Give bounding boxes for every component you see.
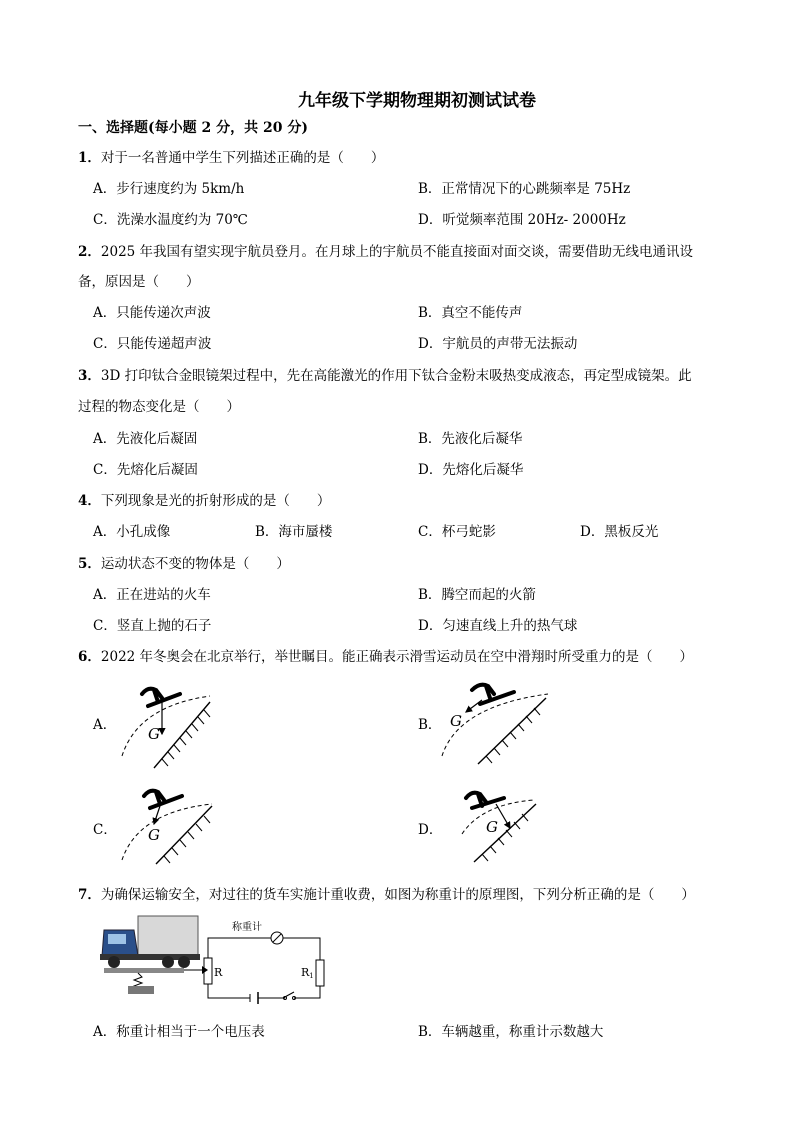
resistor-r1-letter: R (301, 966, 310, 979)
question-number: 5． (78, 556, 101, 572)
option-c: C．只能传递超声波 (93, 336, 212, 352)
question-6 (78, 645, 693, 665)
force-label: G (450, 712, 462, 730)
option-b: B．海市蜃楼 (255, 524, 333, 540)
resistor-r-label: R (214, 966, 223, 979)
question-text: 2022 年冬奥会在北京举行，举世瞩目。能正确表示滑雪运动员在空中滑翔时所受重力的是（ ） (100, 649, 694, 665)
meter-label: 称重计 (232, 922, 262, 933)
option-c: C．竖直上抛的石子 (93, 618, 212, 634)
question-text: 下列现象是光的折射形成的是（ ） (100, 493, 331, 509)
option-c: C．先熔化后凝固 (93, 462, 198, 478)
force-label: G (148, 826, 160, 844)
question-number: 2． (78, 244, 101, 260)
option-c: C．杯弓蛇影 (418, 524, 496, 540)
option-d: D．宇航员的声带无法振动 (418, 336, 578, 352)
option-c: C． (93, 822, 117, 838)
weighing-circuit-diagram (98, 912, 330, 1006)
question-2-line2: 备，原因是（ ） (78, 274, 200, 290)
option-a: A． (93, 717, 117, 733)
question-number: 7． (78, 887, 101, 903)
option-b: B． (418, 717, 442, 733)
option-a: A．只能传递次声波 (93, 305, 211, 321)
option-d: D．听觉频率范围 20Hz- 2000Hz (418, 212, 626, 228)
question-text: 为确保运输安全，对过往的货车实施计重收费，如图为称重计的原理图，下列分析正确的是（ ） (100, 887, 695, 903)
option-a: A．正在进站的火车 (93, 587, 211, 603)
skier-figure-c (118, 782, 238, 867)
option-a: A．步行速度约为 5km/h (93, 181, 245, 197)
question-7 (78, 883, 695, 903)
skier-figure-a (118, 676, 238, 771)
option-b: B．真空不能传声 (418, 305, 523, 321)
resistor-r1-subscript: 1 (309, 972, 314, 980)
option-a: A．称重计相当于一个电压表 (93, 1024, 265, 1040)
question-1 (78, 146, 384, 166)
option-d: D． (418, 822, 443, 838)
truck-image (100, 916, 200, 968)
section-heading: 一、选择题(每小题 2 分，共 20 分) (78, 120, 308, 136)
option-d: D．黑板反光 (580, 524, 659, 540)
option-b: B．车辆越重，称重计示数越大 (418, 1024, 604, 1040)
question-text: 运动状态不变的物体是（ ） (100, 556, 290, 572)
question-5 (78, 552, 290, 572)
skier-figure-d (438, 782, 558, 867)
option-b: B．正常情况下的心跳频率是 75Hz (418, 181, 631, 197)
skier-figure-b (438, 676, 558, 771)
question-text: 3D 打印钛合金眼镜架过程中，先在高能激光的作用下钛合金粉末吸热变成液态，再定型成镜架。此 (100, 368, 692, 384)
question-4 (78, 489, 330, 509)
option-b: B．先液化后凝华 (418, 431, 523, 447)
force-label: G (148, 725, 160, 743)
question-3 (78, 364, 692, 384)
question-text: 对于一名普通中学生下列描述正确的是（ ） (100, 150, 385, 166)
option-a: A．小孔成像 (93, 524, 171, 540)
option-a: A．先液化后凝固 (93, 431, 198, 447)
question-text: 2025 年我国有望实现宇航员登月。在月球上的宇航员不能直接面对面交谈，需要借助无线电通讯设 (100, 244, 694, 260)
question-number: 1． (78, 150, 101, 166)
resistor-r1-label (301, 966, 314, 980)
question-number: 4． (78, 493, 101, 509)
question-number: 6． (78, 649, 101, 665)
force-label: G (486, 818, 498, 836)
option-c: C．洗澡水温度约为 70℃ (93, 212, 248, 228)
option-d: D．先熔化后凝华 (418, 462, 524, 478)
question-number: 3． (78, 368, 101, 384)
page-title: 九年级下学期物理期初测试试卷 (298, 91, 536, 111)
question-3-line2: 过程的物态变化是（ ） (78, 399, 240, 415)
option-d: D．匀速直线上升的热气球 (418, 618, 578, 634)
question-2 (78, 240, 693, 260)
option-b: B．腾空而起的火箭 (418, 587, 536, 603)
